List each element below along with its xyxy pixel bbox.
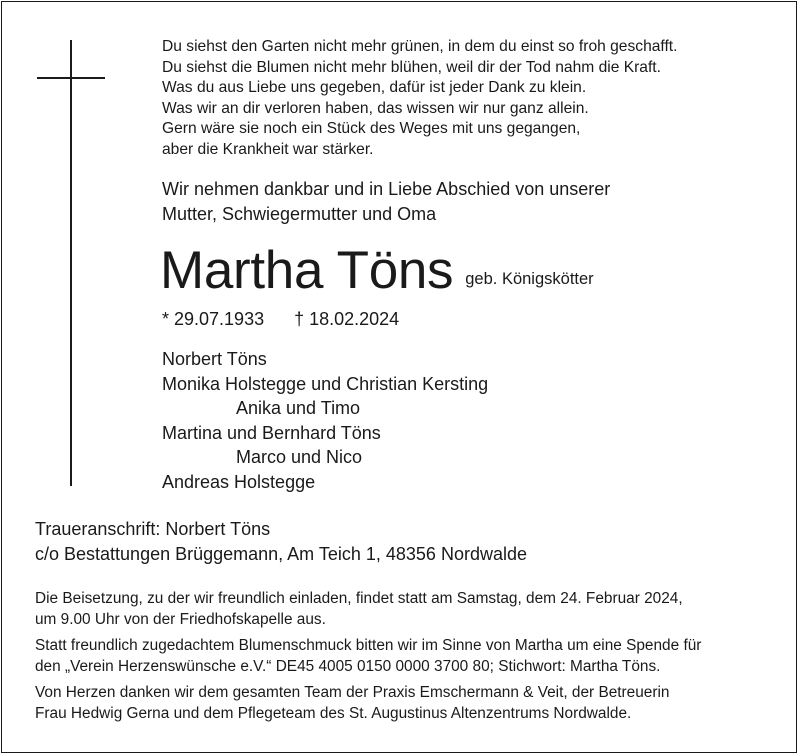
birth-date: * 29.07.1933 bbox=[162, 309, 265, 329]
maiden-name: geb. Königskötter bbox=[465, 270, 594, 288]
intro-line: Wir nehmen dankbar und in Liebe Abschied von unserer bbox=[162, 179, 611, 199]
poem-line: Du siehst den Garten nicht mehr grünen, in dem du einst so froh geschafft. bbox=[162, 38, 678, 55]
grandchildren: Anika und Timo bbox=[236, 398, 361, 418]
life-dates bbox=[162, 307, 399, 331]
poem-line: Was du aus Liebe uns gegeben, dafür ist jeder Dank zu klein. bbox=[162, 79, 587, 97]
address-line: Traueranschrift: Norbert Töns bbox=[35, 519, 271, 539]
deceased-name: Martha Töns bbox=[160, 241, 454, 300]
family-member: Andreas Holstegge bbox=[162, 472, 316, 492]
family-member: Martina und Bernhard Töns bbox=[162, 423, 381, 443]
poem-line: Gern wäre sie noch ein Stück des Weges mit uns gegangen, bbox=[162, 120, 581, 138]
note-line: Die Beisetzung, zu der wir freundlich einladen, findet statt am Samstag, dem 24. Februar 2024, bbox=[35, 590, 683, 607]
note-line: Statt freundlich zugedachtem Blumenschmuck bitten wir im Sinne von Martha um eine Spende für bbox=[35, 637, 702, 654]
family-member: Monika Holstegge und Christian Kersting bbox=[162, 374, 489, 394]
deceased-name-row bbox=[160, 243, 594, 299]
mourning-address bbox=[35, 517, 527, 567]
grandchildren: Marco und Nico bbox=[236, 447, 363, 467]
intro-line: Mutter, Schwiegermutter und Oma bbox=[162, 204, 437, 224]
poem-line: Du siehst die Blumen nicht mehr blühen, weil dir der Tod nahm die Kraft. bbox=[162, 58, 661, 76]
note-line: Von Herzen danken wir dem gesamten Team der Praxis Emschermann & Veit, der Betreuerin bbox=[35, 684, 670, 701]
family-member: Norbert Töns bbox=[162, 349, 267, 369]
note-line: um 9.00 Uhr von der Friedhofskapelle aus. bbox=[35, 610, 326, 628]
notes bbox=[35, 583, 770, 730]
poem-line: Was wir an dir verloren haben, das wissen wir nur ganz allein. bbox=[162, 99, 589, 117]
address-line: c/o Bestattungen Brüggemann, Am Teich 1, 48356 Nordwalde bbox=[35, 544, 527, 564]
family-list bbox=[162, 347, 488, 494]
poem bbox=[162, 37, 677, 161]
farewell-intro bbox=[162, 177, 610, 227]
cross-vertical-bar bbox=[70, 40, 72, 486]
note-line: Frau Hedwig Gerna und dem Pflegeteam des St. Augustinus Altenzentrums Nordwalde. bbox=[35, 704, 632, 722]
cross-horizontal-bar bbox=[37, 77, 105, 79]
note-line: den „Verein Herzenswünsche e.V.“ DE45 4005 0150 0000 3700 80; Stichwort: Martha Töns. bbox=[35, 657, 661, 675]
death-date: † 18.02.2024 bbox=[294, 309, 400, 329]
poem-line: aber die Krankheit war stärker. bbox=[162, 140, 374, 158]
